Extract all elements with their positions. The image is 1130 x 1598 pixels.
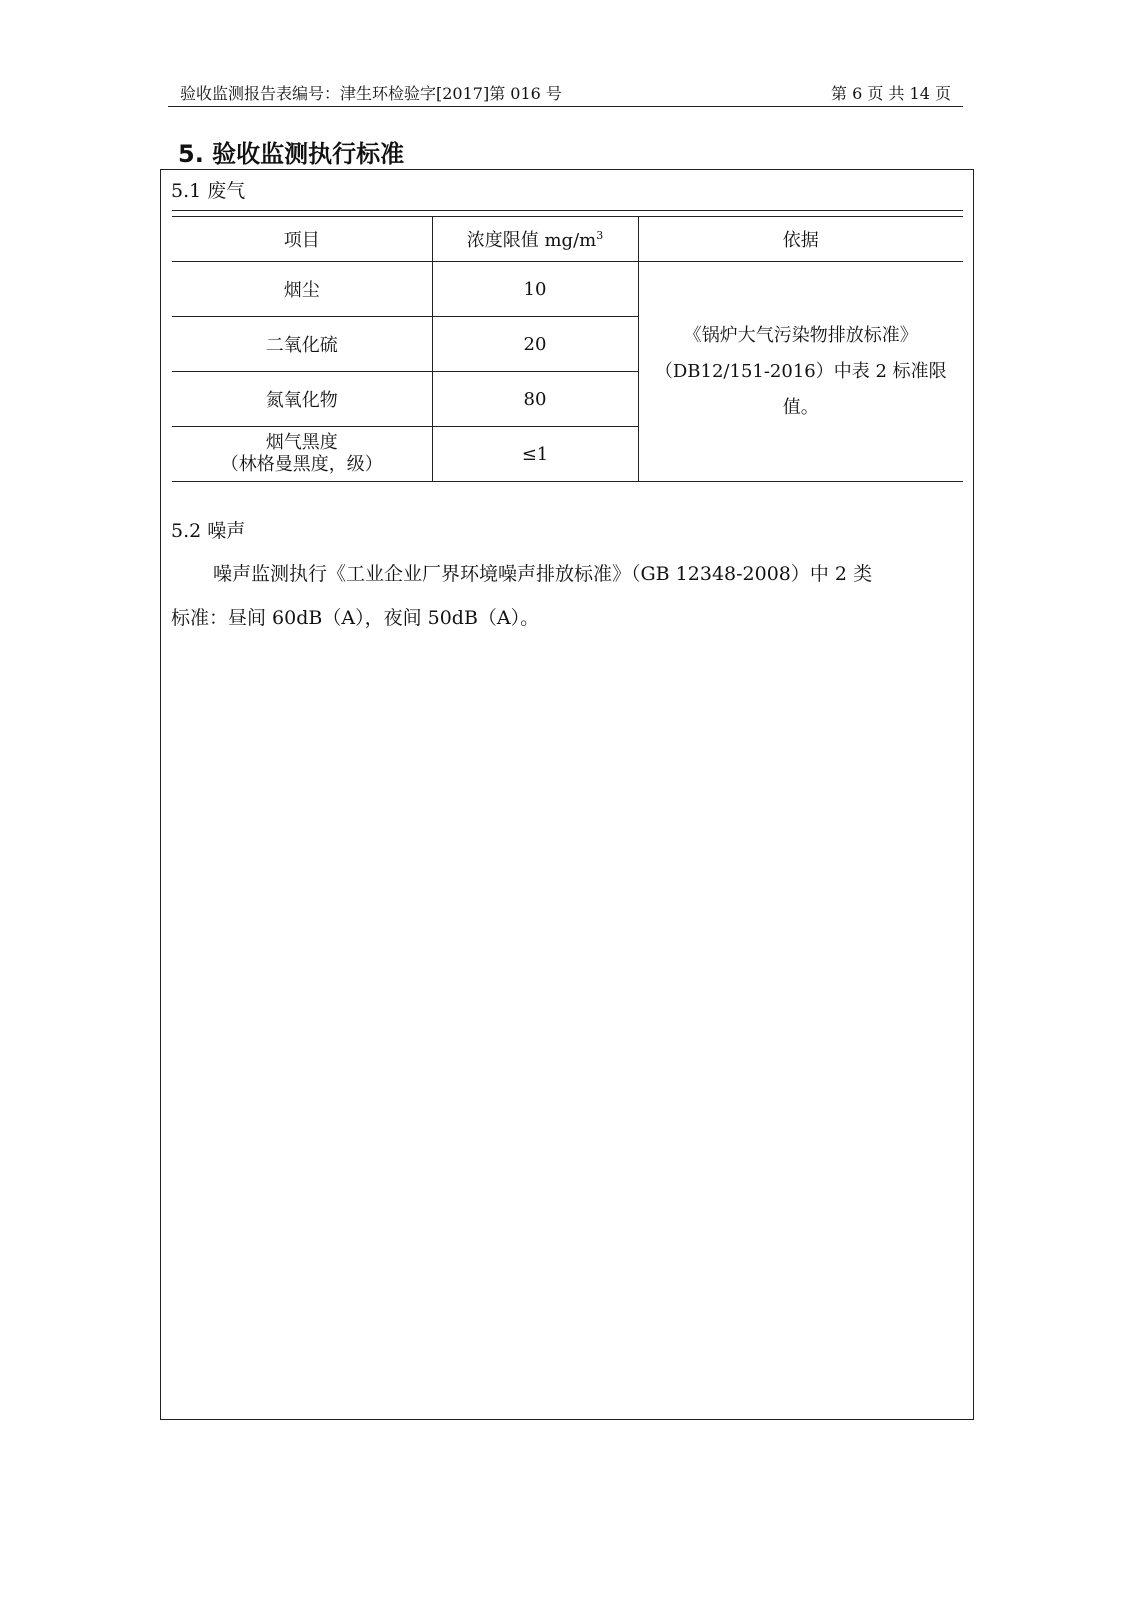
pollutant-name: 二氧化硫: [172, 317, 432, 372]
report-number: 验收监测报告表编号：津生环检验字[2017]第 016 号: [180, 84, 562, 103]
column-header-item: 项目: [172, 217, 432, 262]
pollutant-name-note: （林格曼黑度，级）: [220, 454, 383, 475]
limit-value: ≤1: [432, 427, 638, 482]
limit-value: 20: [432, 317, 638, 372]
exhaust-subtitle: 5.1 废气: [171, 180, 246, 202]
basis-line: 《锅炉大气污染物排放标准》: [683, 324, 918, 346]
table-top-rule: [172, 210, 963, 211]
noise-paragraph: [171, 552, 963, 640]
table-header-row: [172, 217, 963, 262]
table-row: [172, 262, 963, 317]
basis-line: （DB12/151-2016）中表 2 标准限: [654, 360, 947, 382]
column-header-limit: [432, 217, 638, 262]
basis-line: 值。: [782, 396, 819, 418]
limit-value: 80: [432, 372, 638, 427]
limit-unit-exponent: 3: [596, 229, 604, 242]
page-indicator: 第 6 页 共 14 页: [831, 84, 951, 103]
limit-unit-label: 浓度限值 mg/m: [466, 230, 597, 251]
pollutant-name: [172, 427, 432, 482]
exhaust-standards-table: [172, 216, 963, 482]
noise-line: 标准：昼间 60dB（A），夜间 50dB（A）。: [171, 607, 540, 629]
column-header-basis: 依据: [638, 217, 963, 262]
basis-cell: [638, 262, 963, 482]
noise-subtitle: 5.2 噪声: [171, 520, 246, 542]
noise-line: 噪声监测执行《工业企业厂界环境噪声排放标准》（GB 12348-2008）中 2 类: [213, 563, 873, 585]
page-header: [168, 76, 963, 107]
pollutant-name-main: 烟气黑度: [265, 432, 338, 453]
pollutant-name: 烟尘: [172, 262, 432, 317]
pollutant-name: 氮氧化物: [172, 372, 432, 427]
limit-value: 10: [432, 262, 638, 317]
section-title: 5. 验收监测执行标准: [178, 140, 405, 168]
